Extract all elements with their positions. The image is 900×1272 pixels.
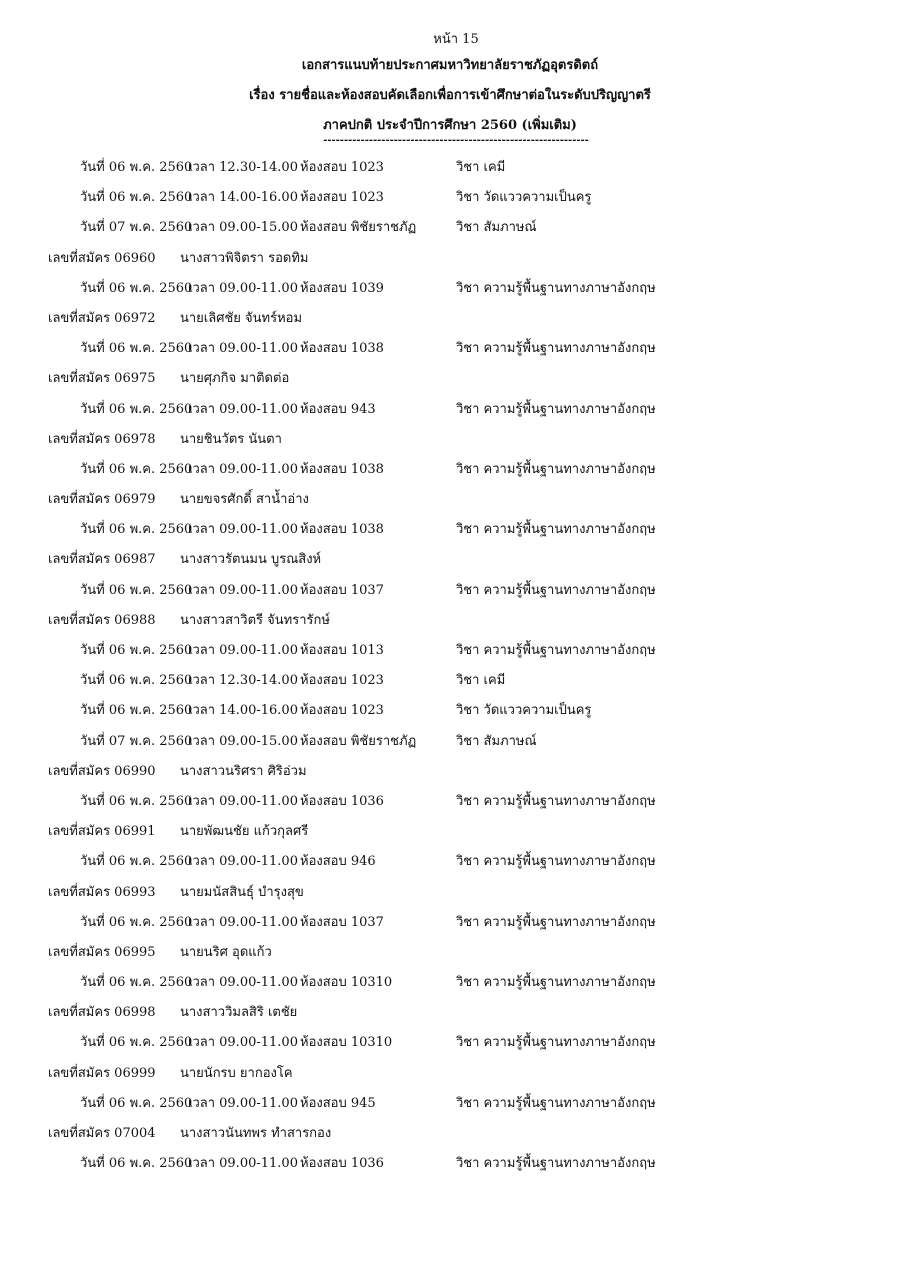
exam-row bbox=[0, 693, 900, 723]
exam-row bbox=[0, 1025, 900, 1055]
exam-subject: วิชา ความรู้พื้นฐานทางภาษาอังกฤษ bbox=[456, 1156, 656, 1172]
applicant-row bbox=[0, 1056, 900, 1086]
exam-time: เวลา 09.00-11.00 bbox=[188, 280, 298, 296]
exam-subject: วิชา สัมภาษณ์ bbox=[456, 220, 537, 236]
exam-room: ห้องสอบ 945 bbox=[300, 1095, 376, 1111]
exam-date: วันที่ 06 พ.ค. 2560 bbox=[80, 703, 193, 719]
applicant-row bbox=[0, 754, 900, 784]
applicant-name: นายขจรศักดิ์ สาน้ำอ่าง bbox=[180, 492, 309, 508]
application-number: เลขที่สมัคร 06975 bbox=[48, 371, 156, 387]
exam-time: เวลา 12.30-14.00 bbox=[188, 673, 298, 689]
exam-subject: วิชา ความรู้พื้นฐานทางภาษาอังกฤษ bbox=[456, 1035, 656, 1051]
applicant-name: นายพัฒนชัย แก้วกุลศรี bbox=[180, 824, 309, 840]
exam-room: ห้องสอบ 943 bbox=[300, 401, 376, 417]
exam-subject: วิชา ความรู้พื้นฐานทางภาษาอังกฤษ bbox=[456, 280, 656, 296]
applicant-row bbox=[0, 301, 900, 331]
exam-date: วันที่ 06 พ.ค. 2560 bbox=[80, 854, 193, 870]
exam-subject: วิชา ความรู้พื้นฐานทางภาษาอังกฤษ bbox=[456, 643, 656, 658]
exam-row bbox=[0, 633, 900, 663]
exam-row bbox=[0, 1146, 900, 1176]
document-header bbox=[0, 30, 900, 146]
applicant-row bbox=[0, 542, 900, 572]
exam-time: เวลา 14.00-16.00 bbox=[188, 703, 298, 719]
exam-room: ห้องสอบ 1037 bbox=[300, 914, 384, 930]
exam-schedule-list bbox=[0, 150, 900, 1176]
applicant-row bbox=[0, 995, 900, 1025]
applicant-name: นางสาววิมลสิริ เตชัย bbox=[180, 1005, 298, 1021]
applicant-name: นายนริศ อุดแก้ว bbox=[180, 944, 272, 960]
exam-row bbox=[0, 965, 900, 995]
exam-subject: วิชา ความรู้พื้นฐานทางภาษาอังกฤษ bbox=[456, 854, 656, 870]
exam-time: เวลา 12.30-14.00 bbox=[188, 160, 298, 175]
exam-room: ห้องสอบ 1036 bbox=[300, 1156, 384, 1172]
exam-time: เวลา 09.00-11.00 bbox=[188, 401, 298, 417]
exam-room: ห้องสอบ 1038 bbox=[300, 341, 384, 357]
applicant-row bbox=[0, 935, 900, 965]
exam-room: ห้องสอบ 946 bbox=[300, 854, 376, 870]
exam-subject: วิชา ความรู้พื้นฐานทางภาษาอังกฤษ bbox=[456, 341, 656, 357]
exam-row bbox=[0, 150, 900, 180]
exam-date: วันที่ 06 พ.ค. 2560 bbox=[80, 975, 193, 991]
exam-subject: วิชา ความรู้พื้นฐานทางภาษาอังกฤษ bbox=[456, 582, 656, 598]
applicant-row bbox=[0, 1116, 900, 1146]
application-number: เลขที่สมัคร 06999 bbox=[48, 1065, 156, 1081]
exam-row bbox=[0, 1086, 900, 1116]
exam-time: เวลา 09.00-11.00 bbox=[188, 582, 298, 598]
exam-room: ห้องสอบ 1023 bbox=[300, 190, 384, 206]
application-number: เลขที่สมัคร 07004 bbox=[48, 1126, 156, 1141]
exam-time: เวลา 09.00-11.00 bbox=[188, 975, 298, 991]
exam-date: วันที่ 06 พ.ค. 2560 bbox=[80, 1156, 193, 1172]
exam-date: วันที่ 06 พ.ค. 2560 bbox=[80, 643, 193, 658]
document-title: เอกสารแนบท้ายประกาศมหาวิทยาลัยราชภัฏอุตรดิตถ์ bbox=[301, 58, 599, 73]
exam-subject: วิชา สัมภาษณ์ bbox=[456, 733, 537, 749]
exam-time: เวลา 09.00-11.00 bbox=[188, 1156, 298, 1172]
application-number: เลขที่สมัคร 06987 bbox=[48, 552, 156, 568]
exam-subject: วิชา ความรู้พื้นฐานทางภาษาอังกฤษ bbox=[456, 914, 656, 930]
applicant-name: นางสาวรัตนมน บูรณสิงห์ bbox=[180, 552, 322, 568]
application-number: เลขที่สมัคร 06979 bbox=[48, 492, 156, 508]
exam-time: เวลา 14.00-16.00 bbox=[188, 190, 298, 206]
applicant-name: นายนักรบ ยากองโค bbox=[180, 1065, 293, 1081]
exam-row bbox=[0, 663, 900, 693]
exam-date: วันที่ 06 พ.ค. 2560 bbox=[80, 914, 193, 930]
exam-time: เวลา 09.00-11.00 bbox=[188, 793, 298, 809]
exam-subject: วิชา ความรู้พื้นฐานทางภาษาอังกฤษ bbox=[456, 1095, 656, 1111]
applicant-name: นายศุภกิจ มาติดต่อ bbox=[180, 371, 290, 387]
application-number: เลขที่สมัคร 06991 bbox=[48, 824, 156, 840]
exam-room: ห้องสอบ 1023 bbox=[300, 703, 384, 719]
exam-date: วันที่ 06 พ.ค. 2560 bbox=[80, 190, 193, 206]
exam-time: เวลา 09.00-11.00 bbox=[188, 643, 298, 658]
exam-time: เวลา 09.00-11.00 bbox=[188, 914, 298, 930]
exam-date: วันที่ 06 พ.ค. 2560 bbox=[80, 341, 193, 357]
exam-row bbox=[0, 512, 900, 542]
applicant-name: นางสาวนริศรา ศิริอ่วม bbox=[180, 763, 307, 779]
applicant-name: นายชินวัตร นันตา bbox=[180, 431, 282, 447]
exam-date: วันที่ 06 พ.ค. 2560 bbox=[80, 280, 193, 296]
exam-subject: วิชา วัดแววความเป็นครู bbox=[456, 190, 592, 206]
exam-room: ห้องสอบ พิชัยราชภัฏ bbox=[300, 733, 417, 749]
exam-date: วันที่ 06 พ.ค. 2560 bbox=[80, 522, 193, 538]
exam-room: ห้องสอบ พิชัยราชภัฏ bbox=[300, 220, 417, 236]
applicant-row bbox=[0, 482, 900, 512]
exam-time: เวลา 09.00-11.00 bbox=[188, 461, 298, 477]
exam-room: ห้องสอบ 1038 bbox=[300, 522, 384, 538]
exam-time: เวลา 09.00-11.00 bbox=[188, 1095, 298, 1111]
exam-date: วันที่ 06 พ.ค. 2560 bbox=[80, 1035, 193, 1051]
applicant-row bbox=[0, 814, 900, 844]
application-number: เลขที่สมัคร 06972 bbox=[48, 310, 156, 326]
exam-date: วันที่ 06 พ.ค. 2560 bbox=[80, 401, 193, 417]
exam-subject: วิชา ความรู้พื้นฐานทางภาษาอังกฤษ bbox=[456, 401, 656, 417]
exam-room: ห้องสอบ 10310 bbox=[300, 975, 393, 991]
exam-row bbox=[0, 271, 900, 301]
exam-time: เวลา 09.00-11.00 bbox=[188, 854, 298, 870]
applicant-name: นางสาวนันทพร ทำสารกอง bbox=[180, 1126, 332, 1141]
page-number: หน้า 15 bbox=[433, 32, 479, 47]
exam-row bbox=[0, 573, 900, 603]
exam-row bbox=[0, 392, 900, 422]
exam-row bbox=[0, 724, 900, 754]
application-number: เลขที่สมัคร 06978 bbox=[48, 431, 156, 447]
exam-room: ห้องสอบ 1023 bbox=[300, 160, 384, 175]
exam-subject: วิชา เคมี bbox=[456, 160, 506, 175]
exam-date: วันที่ 06 พ.ค. 2560 bbox=[80, 582, 193, 598]
exam-date: วันที่ 06 พ.ค. 2560 bbox=[80, 673, 193, 689]
exam-date: วันที่ 06 พ.ค. 2560 bbox=[80, 160, 193, 175]
exam-subject: วิชา วัดแววความเป็นครู bbox=[456, 703, 592, 719]
exam-row bbox=[0, 784, 900, 814]
applicant-row bbox=[0, 422, 900, 452]
applicant-name: นางสาวพิจิตรา รอดทิม bbox=[180, 250, 309, 266]
exam-time: เวลา 09.00-11.00 bbox=[188, 522, 298, 538]
applicant-row bbox=[0, 241, 900, 271]
exam-room: ห้องสอบ 1013 bbox=[300, 643, 384, 658]
exam-time: เวลา 09.00-11.00 bbox=[188, 1035, 298, 1051]
application-number: เลขที่สมัคร 06988 bbox=[48, 612, 156, 628]
applicant-row bbox=[0, 603, 900, 633]
exam-date: วันที่ 06 พ.ค. 2560 bbox=[80, 461, 193, 477]
exam-row bbox=[0, 210, 900, 240]
exam-row bbox=[0, 844, 900, 874]
exam-date: วันที่ 06 พ.ค. 2560 bbox=[80, 1095, 193, 1111]
exam-subject: วิชา ความรู้พื้นฐานทางภาษาอังกฤษ bbox=[456, 522, 656, 538]
exam-subject: วิชา เคมี bbox=[456, 673, 506, 689]
exam-subject: วิชา ความรู้พื้นฐานทางภาษาอังกฤษ bbox=[456, 461, 656, 477]
applicant-name: นายมนัสสินธุ์ บำรุงสุข bbox=[180, 884, 304, 900]
header-separator: ---------------------------------------------------------------- bbox=[323, 135, 589, 146]
applicant-row bbox=[0, 361, 900, 391]
exam-row bbox=[0, 905, 900, 935]
exam-time: เวลา 09.00-15.00 bbox=[188, 220, 298, 236]
application-number: เลขที่สมัคร 06998 bbox=[48, 1005, 156, 1021]
applicant-row bbox=[0, 875, 900, 905]
application-number: เลขที่สมัคร 06990 bbox=[48, 763, 156, 779]
exam-room: ห้องสอบ 1039 bbox=[300, 280, 384, 296]
document-term: ภาคปกติ ประจำปีการศึกษา 2560 (เพิ่มเติม) bbox=[323, 118, 577, 133]
exam-room: ห้องสอบ 1037 bbox=[300, 582, 384, 598]
applicant-name: นางสาวสาวิตรี จันทรารักษ์ bbox=[180, 612, 330, 628]
exam-date: วันที่ 06 พ.ค. 2560 bbox=[80, 793, 193, 809]
application-number: เลขที่สมัคร 06993 bbox=[48, 884, 156, 900]
document-subject: เรื่อง รายชื่อและห้องสอบคัดเลือกเพื่อการเข้าศึกษาต่อในระดับปริญญาตรี bbox=[249, 88, 651, 103]
exam-time: เวลา 09.00-11.00 bbox=[188, 341, 298, 357]
exam-subject: วิชา ความรู้พื้นฐานทางภาษาอังกฤษ bbox=[456, 793, 656, 809]
exam-room: ห้องสอบ 1038 bbox=[300, 461, 384, 477]
application-number: เลขที่สมัคร 06960 bbox=[48, 250, 156, 266]
exam-room: ห้องสอบ 1023 bbox=[300, 673, 384, 689]
applicant-name: นายเลิศชัย จันทร์หอม bbox=[180, 310, 303, 326]
exam-room: ห้องสอบ 1036 bbox=[300, 793, 384, 809]
exam-date: วันที่ 07 พ.ค. 2560 bbox=[80, 220, 193, 236]
exam-row bbox=[0, 331, 900, 361]
exam-subject: วิชา ความรู้พื้นฐานทางภาษาอังกฤษ bbox=[456, 975, 656, 991]
exam-room: ห้องสอบ 10310 bbox=[300, 1035, 393, 1051]
exam-row bbox=[0, 180, 900, 210]
application-number: เลขที่สมัคร 06995 bbox=[48, 944, 156, 960]
exam-date: วันที่ 07 พ.ค. 2560 bbox=[80, 733, 193, 749]
exam-time: เวลา 09.00-15.00 bbox=[188, 733, 298, 749]
exam-row bbox=[0, 452, 900, 482]
